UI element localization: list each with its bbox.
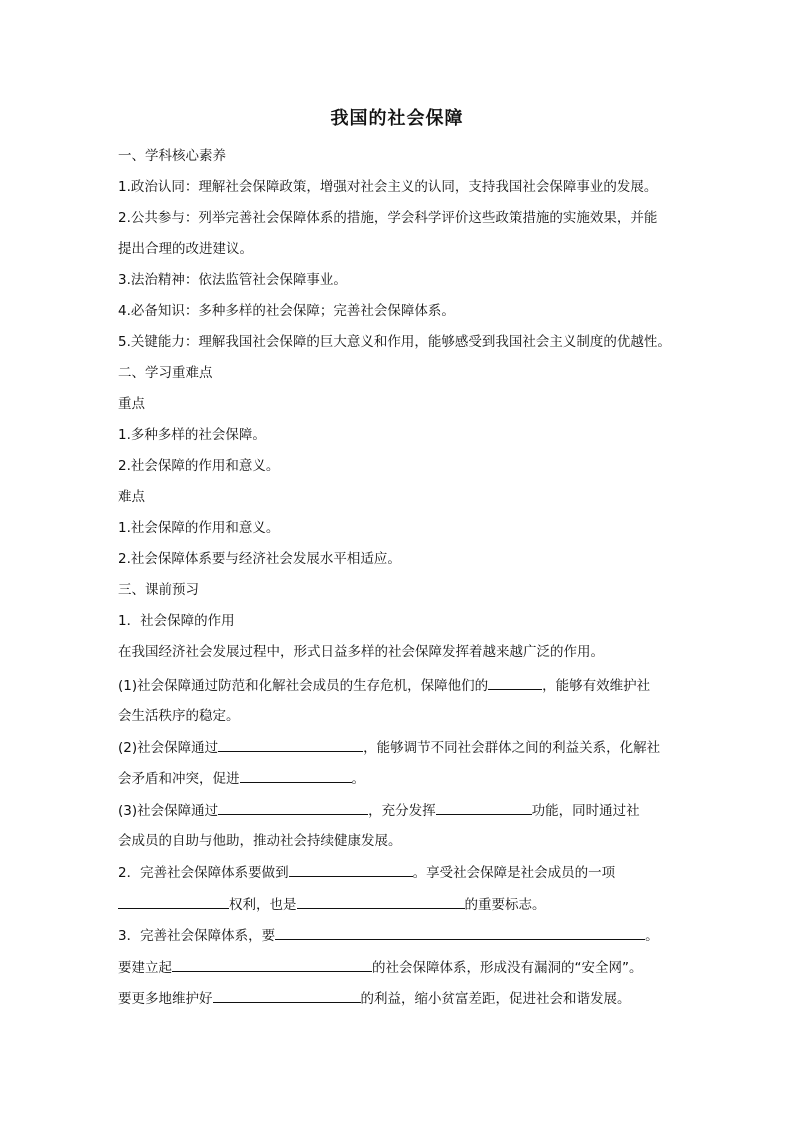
answer-blank[interactable]: [118, 894, 229, 909]
question-heading: 1．社会保障的作用: [118, 613, 235, 629]
sentence-text: ，能够调节不同社会群体之间的利益关系，化解社: [363, 740, 661, 756]
sentence-text: 功能，同时通过社: [531, 803, 640, 819]
list-item: 5.关键能力：理解我国社会保障的巨大意义和作用，能够感受到我国社会主义制度的优越性。: [118, 334, 671, 350]
fill-in-line: [118, 957, 643, 977]
list-item: 1.政治认同：理解社会保障政策，增强对社会主义的认同，支持我国社会保障事业的发展。: [118, 179, 658, 195]
section-heading-core-literacy: 一、学科核心素养: [118, 148, 226, 164]
list-item: 2.社会保障体系要与经济社会发展水平相适应。: [118, 551, 401, 567]
answer-blank[interactable]: [289, 862, 413, 877]
sentence-text: 2．完善社会保障体系要做到: [118, 865, 289, 881]
answer-blank[interactable]: [275, 925, 645, 940]
paragraph: 在我国经济社会发展过程中，形式日益多样的社会保障发挥着越来越广泛的作用。: [118, 644, 604, 660]
answer-blank[interactable]: [218, 737, 363, 752]
sentence-text: ，充分发挥: [368, 803, 436, 819]
fill-in-line: [118, 768, 365, 788]
answer-blank[interactable]: [172, 957, 372, 972]
fill-in-line: [118, 862, 615, 882]
sentence-text: 。: [351, 771, 365, 787]
list-item: 1.社会保障的作用和意义。: [118, 520, 280, 536]
answer-blank[interactable]: [213, 988, 361, 1003]
key-points-label: 重点: [118, 396, 145, 412]
answer-blank[interactable]: [218, 800, 368, 815]
difficult-points-label: 难点: [118, 489, 145, 505]
fill-in-line: [118, 925, 659, 945]
page-title: 我国的社会保障: [330, 108, 464, 129]
answer-blank[interactable]: [240, 768, 352, 783]
list-item: 2.社会保障的作用和意义。: [118, 458, 280, 474]
list-item: 4.必备知识：多种多样的社会保障；完善社会保障体系。: [118, 303, 455, 319]
sentence-text: (2)社会保障通过: [118, 740, 219, 756]
section-heading-key-points: 二、学习重难点: [118, 365, 213, 381]
fill-in-line: [118, 894, 546, 914]
answer-blank[interactable]: [436, 800, 532, 815]
list-item-continuation: 提出合理的改进建议。: [118, 241, 253, 257]
section-heading-preview: 三、课前预习: [118, 582, 199, 598]
answer-blank[interactable]: [488, 675, 542, 690]
sentence-text: 权利，也是: [229, 897, 297, 913]
sentence-text: 的社会保障体系，形成没有漏洞的“安全网”。: [372, 960, 643, 976]
sentence-text: 3．完善社会保障体系，要: [118, 928, 276, 944]
sentence-text: (1)社会保障通过防范和化解社会成员的生存危机，保障他们的: [118, 678, 489, 694]
fill-in-line: [118, 737, 660, 757]
sentence-text: 的重要标志。: [464, 897, 546, 913]
sentence-text: (3)社会保障通过: [118, 803, 219, 819]
fill-in-line: [118, 675, 650, 695]
paragraph-continuation: 会生活秩序的稳定。: [118, 708, 240, 724]
fill-in-line: [118, 800, 640, 820]
sentence-text: 要更多地维护好: [118, 991, 213, 1007]
list-item: 1.多种多样的社会保障。: [118, 427, 266, 443]
sentence-text: 的利益，缩小贫富差距，促进社会和谐发展。: [360, 991, 631, 1007]
sentence-text: 。: [645, 928, 659, 944]
list-item: 2.公共参与：列举完善社会保障体系的措施，学会科学评价这些政策措施的实施效果，并能: [118, 210, 658, 226]
sentence-text: 。享受社会保障是社会成员的一项: [412, 865, 616, 881]
paragraph-continuation: 会成员的自助与他助，推动社会持续健康发展。: [118, 833, 402, 849]
answer-blank[interactable]: [297, 894, 465, 909]
sentence-text: 要建立起: [118, 960, 172, 976]
sentence-text: ，能够有效维护社: [542, 678, 651, 694]
list-item: 3.法治精神：依法监管社会保障事业。: [118, 272, 347, 288]
sentence-text: 会矛盾和冲突，促进: [118, 771, 240, 787]
fill-in-line: [118, 988, 631, 1008]
